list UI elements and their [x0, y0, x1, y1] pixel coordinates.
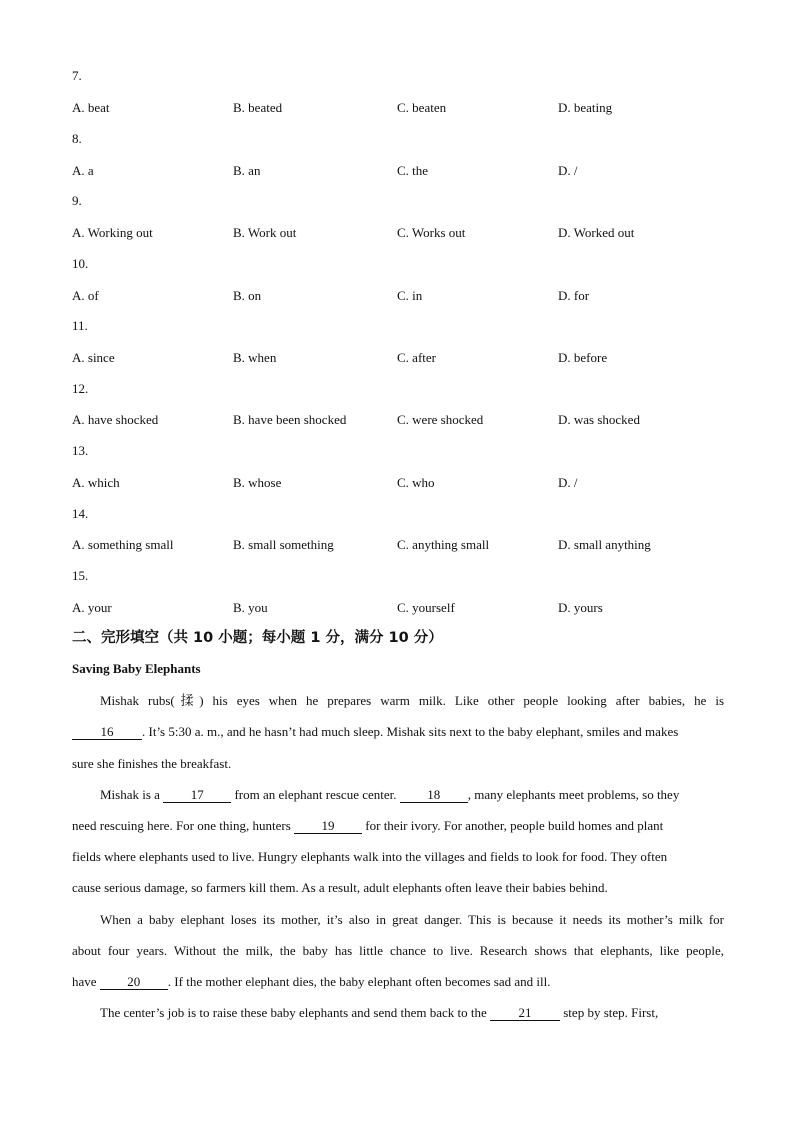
option-c: C. anything small: [397, 537, 490, 552]
option-a: A. a: [72, 163, 94, 178]
option-a: A. which: [72, 475, 120, 490]
passage-line: about four years. Without the milk, the baby has little chance to live. Research shows that elephants, like people,: [72, 943, 724, 958]
option-a: A. have shocked: [72, 412, 159, 427]
passage-text: for their ivory. For another, people build homes and plant: [362, 818, 664, 833]
passage-line: sure she finishes the breakfast.: [72, 756, 232, 771]
passage-text: step by step. First,: [560, 1005, 659, 1020]
option-b: B. Work out: [233, 225, 297, 240]
option-c: C. beaten: [397, 100, 447, 115]
option-a: A. something small: [72, 537, 174, 552]
option-d: D. small anything: [558, 537, 651, 552]
option-b: B. have been shocked: [233, 412, 347, 427]
option-a: A. since: [72, 350, 115, 365]
question-number: 7.: [72, 68, 82, 83]
option-d: D. Worked out: [558, 225, 635, 240]
passage-text: Mishak is a: [100, 787, 164, 802]
option-c: C. who: [397, 475, 435, 490]
passage-line: cause serious damage, so farmers kill them. As a result, adult elephants often leave their babies behind.: [72, 880, 608, 895]
question-number: 9.: [72, 193, 82, 208]
passage-line: [72, 974, 724, 990]
option-b: B. you: [233, 600, 268, 615]
passage-text: have: [72, 974, 100, 989]
passage-text: . It’s 5:30 a. m., and he hasn’t had much sleep. Mishak sits next to the baby elephant, smiles and makes: [142, 724, 679, 739]
option-c: C. in: [397, 288, 423, 303]
passage-title: Saving Baby Elephants: [72, 661, 201, 676]
passage-line: fields where elephants used to live. Hungry elephants walk into the villages and fields to look for food. They often: [72, 849, 668, 864]
option-c: C. Works out: [397, 225, 466, 240]
option-a: A. of: [72, 288, 99, 303]
option-c: C. yourself: [397, 600, 455, 615]
section-title: 二、完形填空（共 10 小题；每小题 1 分，满分 10 分）: [72, 630, 443, 646]
option-c: C. the: [397, 163, 429, 178]
option-b: B. beated: [233, 100, 283, 115]
option-b: B. on: [233, 288, 262, 303]
option-d: D. before: [558, 350, 608, 365]
question-number: 15.: [72, 568, 89, 583]
option-c: C. after: [397, 350, 436, 365]
passage-line: [72, 818, 724, 834]
passage-text: , many elephants meet problems, so they: [467, 787, 680, 802]
option-d: D. beating: [558, 100, 613, 115]
question-number: 13.: [72, 443, 89, 458]
passage-text: . If the mother elephant dies, the baby elephant often becomes sad and ill.: [167, 974, 551, 989]
option-a: A. your: [72, 600, 112, 615]
option-a: A. Working out: [72, 225, 153, 240]
option-d: D. /: [558, 475, 578, 490]
passage-line: [100, 1005, 724, 1021]
passage-text: The center’s job is to raise these baby elephants and send them back to the: [100, 1005, 490, 1020]
passage-line: When a baby elephant loses its mother, it’s also in great danger. This is because it needs its mother’s milk for: [100, 912, 724, 927]
option-d: D. for: [558, 288, 590, 303]
question-number: 8.: [72, 131, 82, 146]
blank-17: 17: [163, 788, 231, 803]
question-number: 12.: [72, 381, 89, 396]
passage-text: from an elephant rescue center.: [231, 787, 400, 802]
option-d: D. /: [558, 163, 578, 178]
option-b: B. an: [233, 163, 261, 178]
option-b: B. small something: [233, 537, 334, 552]
question-number: 11.: [72, 318, 88, 333]
passage-line: [72, 724, 724, 740]
option-b: B. whose: [233, 475, 282, 490]
question-number: 10.: [72, 256, 89, 271]
passage-line: Mishak rubs(揉) his eyes when he prepares warm milk. Like other people looking after babies, he is: [100, 693, 724, 708]
passage-text: need rescuing here. For one thing, hunters: [72, 818, 295, 833]
option-c: C. were shocked: [397, 412, 484, 427]
option-d: D. yours: [558, 600, 603, 615]
option-a: A. beat: [72, 100, 110, 115]
blank-19: 19: [294, 819, 362, 834]
blank-21: 21: [490, 1006, 560, 1021]
option-d: D. was shocked: [558, 412, 640, 427]
question-number: 14.: [72, 506, 89, 521]
blank-16: 16: [72, 725, 142, 740]
option-b: B. when: [233, 350, 277, 365]
blank-20: 20: [100, 975, 168, 990]
passage-line: [100, 787, 724, 803]
blank-18: 18: [400, 788, 468, 803]
